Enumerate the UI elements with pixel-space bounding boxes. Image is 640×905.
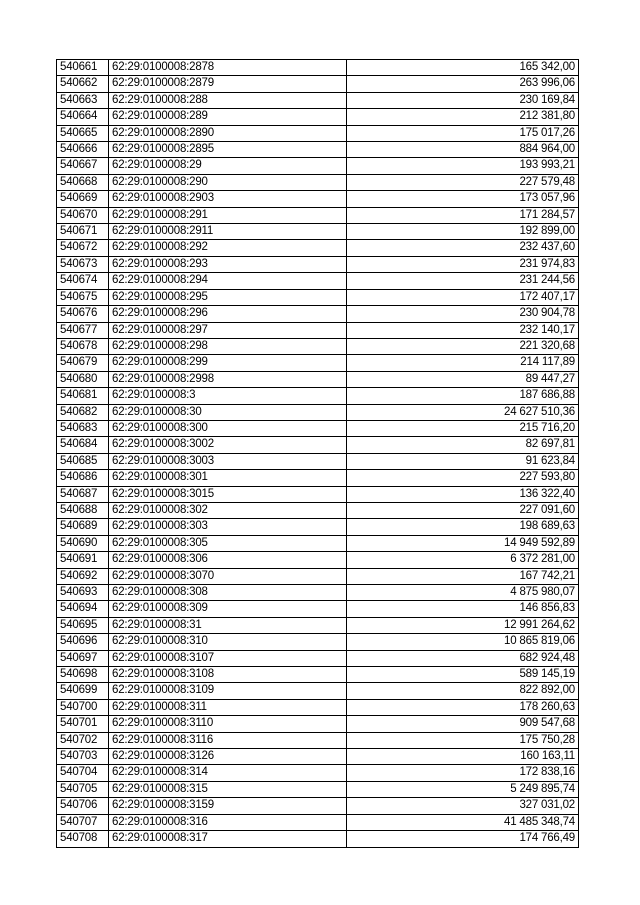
- cadastral-value-cell: 172 407,17: [347, 289, 579, 305]
- cadastral-number-cell: 62:29:0100008:292: [109, 240, 347, 256]
- row-number-cell: 540705: [57, 781, 109, 797]
- row-number-cell: 540679: [57, 355, 109, 371]
- table-row: [57, 699, 579, 715]
- cadastral-number-cell: 62:29:0100008:2911: [109, 224, 347, 240]
- cadastral-value-cell: 327 031,02: [347, 798, 579, 814]
- cadastral-number-cell: 62:29:0100008:290: [109, 174, 347, 190]
- cadastral-number-cell: 62:29:0100008:301: [109, 470, 347, 486]
- cadastral-number-cell: 62:29:0100008:3002: [109, 437, 347, 453]
- table-row: [57, 125, 579, 141]
- cadastral-number-cell: 62:29:0100008:293: [109, 256, 347, 272]
- cadastral-number-cell: 62:29:0100008:295: [109, 289, 347, 305]
- cadastral-value-cell: 884 964,00: [347, 142, 579, 158]
- cadastral-value-cell: 192 899,00: [347, 224, 579, 240]
- table-row: [57, 765, 579, 781]
- cadastral-value-cell: 4 875 980,07: [347, 585, 579, 601]
- cadastral-value-cell: 682 924,48: [347, 650, 579, 666]
- row-number-cell: 540663: [57, 92, 109, 108]
- cadastral-number-cell: 62:29:0100008:3159: [109, 798, 347, 814]
- row-number-cell: 540685: [57, 453, 109, 469]
- cadastral-number-cell: 62:29:0100008:3: [109, 388, 347, 404]
- table-row: [57, 568, 579, 584]
- table-row: [57, 207, 579, 223]
- row-number-cell: 540691: [57, 552, 109, 568]
- row-number-cell: 540703: [57, 749, 109, 765]
- cadastral-value-cell: 231 244,56: [347, 273, 579, 289]
- cadastral-value-cell: 227 091,60: [347, 502, 579, 518]
- table-row: [57, 306, 579, 322]
- table-row: [57, 486, 579, 502]
- row-number-cell: 540681: [57, 388, 109, 404]
- cadastral-number-cell: 62:29:0100008:315: [109, 781, 347, 797]
- cadastral-number-cell: 62:29:0100008:3116: [109, 732, 347, 748]
- cadastral-value-cell: 136 322,40: [347, 486, 579, 502]
- cadastral-value-cell: 165 342,00: [347, 60, 579, 76]
- row-number-cell: 540678: [57, 338, 109, 354]
- table-row: [57, 273, 579, 289]
- row-number-cell: 540684: [57, 437, 109, 453]
- cadastral-number-cell: 62:29:0100008:294: [109, 273, 347, 289]
- table-row: [57, 732, 579, 748]
- cadastral-number-cell: 62:29:0100008:317: [109, 831, 347, 847]
- cadastral-value-cell: 12 991 264,62: [347, 617, 579, 633]
- cadastral-value-cell: 227 579,48: [347, 174, 579, 190]
- row-number-cell: 540708: [57, 831, 109, 847]
- row-number-cell: 540669: [57, 191, 109, 207]
- row-number-cell: 540687: [57, 486, 109, 502]
- table-row: [57, 814, 579, 830]
- row-number-cell: 540696: [57, 634, 109, 650]
- cadastral-value-cell: 193 993,21: [347, 158, 579, 174]
- row-number-cell: 540675: [57, 289, 109, 305]
- table-row: [57, 109, 579, 125]
- cadastral-number-cell: 62:29:0100008:3107: [109, 650, 347, 666]
- cadastral-value-cell: 146 856,83: [347, 601, 579, 617]
- table-row: [57, 601, 579, 617]
- cadastral-number-cell: 62:29:0100008:3126: [109, 749, 347, 765]
- cadastral-value-cell: 10 865 819,06: [347, 634, 579, 650]
- cadastral-number-cell: 62:29:0100008:31: [109, 617, 347, 633]
- cadastral-number-cell: 62:29:0100008:296: [109, 306, 347, 322]
- row-number-cell: 540689: [57, 519, 109, 535]
- cadastral-number-cell: 62:29:0100008:30: [109, 404, 347, 420]
- row-number-cell: 540673: [57, 256, 109, 272]
- cadastral-number-cell: 62:29:0100008:3109: [109, 683, 347, 699]
- table-row: [57, 256, 579, 272]
- cadastral-number-cell: 62:29:0100008:3003: [109, 453, 347, 469]
- cadastral-value-cell: 173 057,96: [347, 191, 579, 207]
- cadastral-value-cell: 230 904,78: [347, 306, 579, 322]
- cadastral-value-cell: 174 766,49: [347, 831, 579, 847]
- table-row: [57, 437, 579, 453]
- table-row: [57, 224, 579, 240]
- table-row: [57, 289, 579, 305]
- table-row: [57, 453, 579, 469]
- table-row: [57, 617, 579, 633]
- cadastral-value-cell: 822 892,00: [347, 683, 579, 699]
- row-number-cell: 540697: [57, 650, 109, 666]
- cadastral-value-cell: 221 320,68: [347, 338, 579, 354]
- cadastral-value-cell: 909 547,68: [347, 716, 579, 732]
- row-number-cell: 540661: [57, 60, 109, 76]
- row-number-cell: 540690: [57, 535, 109, 551]
- cadastral-value-cell: 232 140,17: [347, 322, 579, 338]
- row-number-cell: 540686: [57, 470, 109, 486]
- cadastral-value-cell: 175 017,26: [347, 125, 579, 141]
- cadastral-number-cell: 62:29:0100008:310: [109, 634, 347, 650]
- cadastral-value-cell: 231 974,83: [347, 256, 579, 272]
- table-row: [57, 240, 579, 256]
- row-number-cell: 540671: [57, 224, 109, 240]
- row-number-cell: 540707: [57, 814, 109, 830]
- row-number-cell: 540695: [57, 617, 109, 633]
- row-number-cell: 540694: [57, 601, 109, 617]
- cadastral-value-cell: 14 949 592,89: [347, 535, 579, 551]
- cadastral-number-cell: 62:29:0100008:316: [109, 814, 347, 830]
- cadastral-value-cell: 198 689,63: [347, 519, 579, 535]
- row-number-cell: 540702: [57, 732, 109, 748]
- table-row: [57, 142, 579, 158]
- cadastral-value-cell: 167 742,21: [347, 568, 579, 584]
- row-number-cell: 540674: [57, 273, 109, 289]
- table-row: [57, 831, 579, 847]
- row-number-cell: 540672: [57, 240, 109, 256]
- cadastral-number-cell: 62:29:0100008:2890: [109, 125, 347, 141]
- table-row: [57, 338, 579, 354]
- table-row: [57, 174, 579, 190]
- table-row: [57, 420, 579, 436]
- table-row: [57, 667, 579, 683]
- table-row: [57, 322, 579, 338]
- cadastral-number-cell: 62:29:0100008:289: [109, 109, 347, 125]
- cadastral-value-cell: 82 697,81: [347, 437, 579, 453]
- row-number-cell: 540670: [57, 207, 109, 223]
- cadastral-value-cell: 178 260,63: [347, 699, 579, 715]
- row-number-cell: 540665: [57, 125, 109, 141]
- cadastral-value-cell: 91 623,84: [347, 453, 579, 469]
- cadastral-number-cell: 62:29:0100008:3070: [109, 568, 347, 584]
- row-number-cell: 540699: [57, 683, 109, 699]
- row-number-cell: 540704: [57, 765, 109, 781]
- cadastral-value-cell: 212 381,80: [347, 109, 579, 125]
- row-number-cell: 540683: [57, 420, 109, 436]
- cadastral-value-cell: 230 169,84: [347, 92, 579, 108]
- row-number-cell: 540676: [57, 306, 109, 322]
- cadastral-value-cell: 263 996,06: [347, 76, 579, 92]
- cadastral-value-cell: 175 750,28: [347, 732, 579, 748]
- table-row: [57, 519, 579, 535]
- row-number-cell: 540688: [57, 502, 109, 518]
- row-number-cell: 540667: [57, 158, 109, 174]
- cadastral-number-cell: 62:29:0100008:305: [109, 535, 347, 551]
- cadastral-number-cell: 62:29:0100008:2895: [109, 142, 347, 158]
- table-row: [57, 502, 579, 518]
- cadastral-number-cell: 62:29:0100008:309: [109, 601, 347, 617]
- cadastral-value-cell: 227 593,80: [347, 470, 579, 486]
- cadastral-number-cell: 62:29:0100008:29: [109, 158, 347, 174]
- table-row: [57, 650, 579, 666]
- cadastral-value-cell: 215 716,20: [347, 420, 579, 436]
- cadastral-value-cell: 89 447,27: [347, 371, 579, 387]
- cadastral-value-cell: 160 163,11: [347, 749, 579, 765]
- cadastral-number-cell: 62:29:0100008:3108: [109, 667, 347, 683]
- table-row: [57, 683, 579, 699]
- table-row: [57, 749, 579, 765]
- cadastral-number-cell: 62:29:0100008:3015: [109, 486, 347, 502]
- cadastral-value-cell: 24 627 510,36: [347, 404, 579, 420]
- row-number-cell: 540662: [57, 76, 109, 92]
- table-row: [57, 76, 579, 92]
- cadastral-number-cell: 62:29:0100008:311: [109, 699, 347, 715]
- cadastral-value-cell: 172 838,16: [347, 765, 579, 781]
- row-number-cell: 540706: [57, 798, 109, 814]
- table-row: [57, 535, 579, 551]
- cadastral-value-cell: 41 485 348,74: [347, 814, 579, 830]
- cadastral-value-table: [56, 59, 579, 848]
- table-row: [57, 585, 579, 601]
- table-row: [57, 92, 579, 108]
- table-row: [57, 371, 579, 387]
- cadastral-number-cell: 62:29:0100008:2878: [109, 60, 347, 76]
- row-number-cell: 540680: [57, 371, 109, 387]
- cadastral-value-cell: 171 284,57: [347, 207, 579, 223]
- cadastral-value-cell: 5 249 895,74: [347, 781, 579, 797]
- cadastral-number-cell: 62:29:0100008:2903: [109, 191, 347, 207]
- table-row: [57, 191, 579, 207]
- row-number-cell: 540693: [57, 585, 109, 601]
- table-row: [57, 716, 579, 732]
- row-number-cell: 540692: [57, 568, 109, 584]
- cadastral-number-cell: 62:29:0100008:2998: [109, 371, 347, 387]
- cadastral-number-cell: 62:29:0100008:302: [109, 502, 347, 518]
- cadastral-value-cell: 187 686,88: [347, 388, 579, 404]
- row-number-cell: 540668: [57, 174, 109, 190]
- row-number-cell: 540666: [57, 142, 109, 158]
- table-body: [57, 60, 579, 848]
- table-row: [57, 404, 579, 420]
- cadastral-value-cell: 232 437,60: [347, 240, 579, 256]
- table-row: [57, 798, 579, 814]
- cadastral-number-cell: 62:29:0100008:314: [109, 765, 347, 781]
- row-number-cell: 540664: [57, 109, 109, 125]
- table-row: [57, 634, 579, 650]
- cadastral-number-cell: 62:29:0100008:299: [109, 355, 347, 371]
- cadastral-number-cell: 62:29:0100008:288: [109, 92, 347, 108]
- row-number-cell: 540677: [57, 322, 109, 338]
- cadastral-value-cell: 589 145,19: [347, 667, 579, 683]
- cadastral-value-cell: 6 372 281,00: [347, 552, 579, 568]
- cadastral-number-cell: 62:29:0100008:308: [109, 585, 347, 601]
- table-row: [57, 470, 579, 486]
- row-number-cell: 540682: [57, 404, 109, 420]
- cadastral-number-cell: 62:29:0100008:2879: [109, 76, 347, 92]
- cadastral-number-cell: 62:29:0100008:3110: [109, 716, 347, 732]
- row-number-cell: 540701: [57, 716, 109, 732]
- cadastral-number-cell: 62:29:0100008:297: [109, 322, 347, 338]
- cadastral-value-cell: 214 117,89: [347, 355, 579, 371]
- row-number-cell: 540700: [57, 699, 109, 715]
- table-row: [57, 158, 579, 174]
- table-row: [57, 355, 579, 371]
- table-row: [57, 781, 579, 797]
- cadastral-number-cell: 62:29:0100008:291: [109, 207, 347, 223]
- cadastral-number-cell: 62:29:0100008:300: [109, 420, 347, 436]
- cadastral-number-cell: 62:29:0100008:306: [109, 552, 347, 568]
- cadastral-number-cell: 62:29:0100008:298: [109, 338, 347, 354]
- table-row: [57, 552, 579, 568]
- table-row: [57, 60, 579, 76]
- row-number-cell: 540698: [57, 667, 109, 683]
- cadastral-number-cell: 62:29:0100008:303: [109, 519, 347, 535]
- table-row: [57, 388, 579, 404]
